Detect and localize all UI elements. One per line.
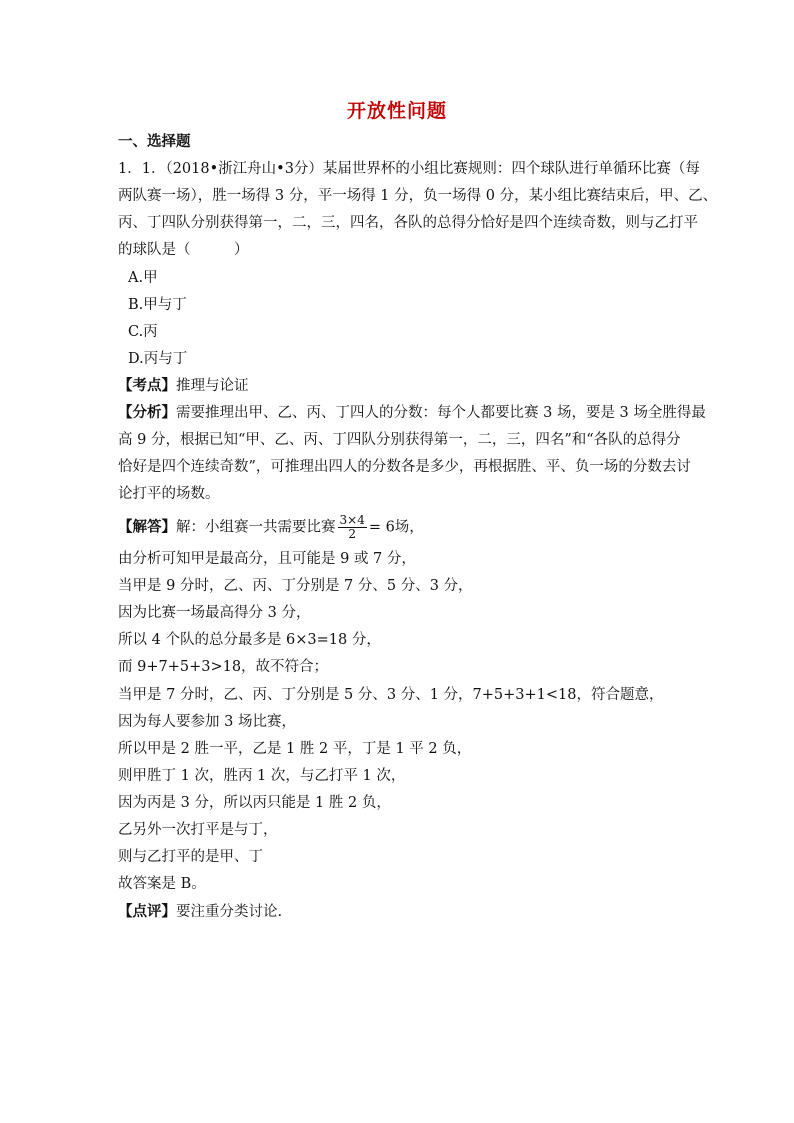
jieda-line: 而 9+7+5+3>18，故不符合； bbox=[118, 659, 329, 675]
jieda-line: 乙另外一次打平是与丁， bbox=[118, 822, 278, 838]
jieda-tag: 【解答】 bbox=[118, 519, 176, 536]
kaodian-row bbox=[118, 376, 249, 396]
jieda-line: 所以 4 个队的总分最多是 6×3=18 分， bbox=[118, 632, 381, 648]
jieda-line: 则甲胜丁 1 次，胜丙 1 次，与乙打平 1 次， bbox=[118, 768, 406, 784]
page-title: 开放性问题 bbox=[346, 100, 447, 122]
kaodian-text: 推理与论证 bbox=[176, 378, 249, 394]
fenxi-line-3: 恰好是四个连续奇数”，可推理出四人的分数各是多少，再根据胜、平、负一场的分数去讨 bbox=[118, 459, 691, 475]
jieda-line: 因为比赛一场最高得分 3 分， bbox=[118, 605, 311, 621]
option-b: B.甲与丁 bbox=[128, 297, 187, 313]
option-a: A.甲 bbox=[128, 270, 158, 286]
question-line-3: 丙、丁四队分别获得第一，二，三，四名，各队的总得分恰好是四个连续奇数，则与乙打平 bbox=[118, 215, 698, 231]
jieda-line: 故答案是 B。 bbox=[118, 876, 206, 892]
jieda-line: 因为每人要参加 3 场比赛， bbox=[118, 714, 296, 730]
section-heading: 一、选择题 bbox=[118, 134, 191, 150]
fraction bbox=[338, 514, 367, 541]
jieda-line: 由分析可知甲是最高分，且可能是 9 或 7 分， bbox=[118, 551, 416, 567]
option-d: D.丙与丁 bbox=[128, 351, 188, 367]
jieda-line: 当甲是 7 分时，乙、丙、丁分别是 5 分、3 分、1 分，7+5+3+1<18，符合题意， bbox=[118, 687, 664, 703]
fenxi-row-1 bbox=[118, 403, 706, 423]
fenxi-line-2: 高 9 分，根据已知“甲、乙、丙、丁四队分别获得第一，二，三，四名”和“各队的总得分 bbox=[118, 432, 681, 448]
dianping-text: 要注重分类讨论. bbox=[176, 904, 283, 920]
option-c: C.丙 bbox=[128, 324, 158, 340]
jieda-line: 所以甲是 2 胜一平，乙是 1 胜 2 平，丁是 1 平 2 负， bbox=[118, 741, 472, 757]
dianping-row bbox=[118, 902, 282, 922]
jieda-row bbox=[118, 514, 424, 541]
question-line-2: 两队赛一场），胜一场得 3 分，平一场得 1 分，负一场得 0 分，某小组比赛结束后，甲、乙、 bbox=[118, 188, 718, 204]
jieda-line: 则与乙打平的是甲、丁 bbox=[118, 849, 263, 865]
fraction-denominator: 2 bbox=[348, 527, 356, 541]
fenxi-tag: 【分析】 bbox=[118, 405, 176, 421]
dianping-tag: 【点评】 bbox=[118, 904, 176, 920]
question-line-4: 的球队是（ ） bbox=[118, 242, 249, 258]
kaodian-tag: 【考点】 bbox=[118, 378, 176, 394]
jieda-result: = 6场， bbox=[368, 519, 424, 536]
jieda-line: 因为丙是 3 分，所以丙只能是 1 胜 2 负， bbox=[118, 795, 391, 811]
question-line-1: 1．1．（2018•浙江舟山•3分）某届世界杯的小组比赛规则：四个球队进行单循环比赛（每 bbox=[118, 161, 700, 177]
fenxi-line-4: 论打平的场数。 bbox=[118, 486, 220, 502]
fraction-numerator: 3×4 bbox=[339, 513, 365, 527]
jieda-intro: 解：小组赛一共需要比赛 bbox=[176, 519, 336, 536]
jieda-line: 当甲是 9 分时，乙、丙、丁分别是 7 分、5 分、3 分， bbox=[118, 578, 473, 594]
fenxi-line-1: 需要推理出甲、乙、丙、丁四人的分数：每个人都要比赛 3 场，要是 3 场全胜得最 bbox=[176, 405, 706, 421]
